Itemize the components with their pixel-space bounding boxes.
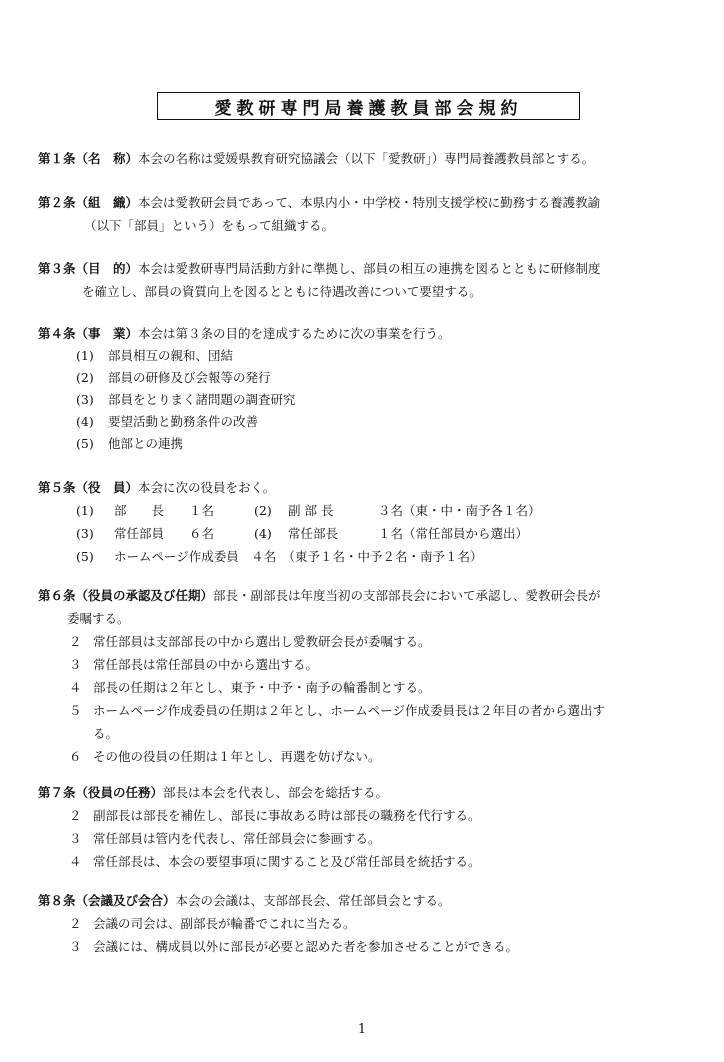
article-2-text: 本会は愛教研会員であって、本県内小・中学校・特別支援学校に勤務する養護教諭: [138, 195, 601, 210]
clause: ２ 副部長は部長を補佐し、部長に事故ある時は部長の職務を代行する。: [69, 808, 481, 823]
article-5-heading: 第５条（役 員）: [38, 480, 139, 495]
article-7: [38, 781, 688, 873]
roles-row: (5) ホームページ作成委員 ４名 （東予１名・中予２名・南予１名）: [76, 549, 483, 564]
article-1-text: 本会の名称は愛媛県教育研究協議会（以下「愛教研」）専門局養護教員部とする。: [138, 151, 595, 166]
clause: ６ その他の役員の任期は１年とし、再選を妨げない。: [69, 749, 381, 764]
clause: ４ 常任部長は、本会の要望事項に関すること及び常任部員を統括する。: [69, 854, 481, 869]
article-5: [38, 476, 688, 568]
list-item: (4) 要望活動と勤務条件の改善: [76, 414, 259, 429]
article-6-text-cont: 委嘱する。: [67, 611, 130, 626]
article-7-heading: 第７条（役員の任務）: [38, 785, 164, 800]
article-1: [38, 147, 688, 170]
article-1-heading: 第１条（名 称）: [38, 151, 139, 166]
article-6: [38, 584, 688, 768]
article-6-text: 部長・副部長は年度当初の支部部長会において承認し、愛教研会長が: [213, 588, 601, 603]
article-5-text: 本会に次の役員をおく。: [138, 480, 276, 495]
article-6-heading: 第６条（役員の承認及び任期）: [38, 588, 214, 603]
clause: ３ 常任部長は常任部員の中から選出する。: [69, 657, 319, 672]
clause: ５ ホームページ作成委員の任期は２年とし、ホームページ作成委員長は２年目の者から選出す: [69, 703, 606, 718]
clause: ２ 会議の司会は、副部長が輪番でこれに当たる。: [69, 916, 356, 931]
clause-cont: る。: [93, 726, 119, 741]
list-item: (3) 部員をとりまく諸問題の調査研究: [76, 392, 296, 407]
article-8-text: 本会の会議は、支部部長会、常任部員会とする。: [175, 893, 451, 908]
document-title: 愛教研専門局養護教員部会規約: [157, 92, 580, 120]
page-number: 1: [357, 1022, 367, 1037]
article-3-heading: 第３条（目 的）: [38, 261, 139, 276]
article-8: [38, 889, 688, 958]
clause: ４ 部長の任期は２年とし、東予・中予・南予の輪番制とする。: [69, 680, 431, 695]
article-4: [38, 322, 688, 455]
article-2-text-cont: （以下「部員」という）をもって組織する。: [84, 218, 335, 233]
clause: ３ 会議には、構成員以外に部長が必要と認めた者を参加させることができる。: [69, 939, 519, 954]
article-2: [38, 191, 688, 237]
article-2-heading: 第２条（組 織）: [38, 195, 139, 210]
article-8-heading: 第８条（会議及び会合）: [38, 893, 176, 908]
article-3-text: 本会は愛教研専門局活動方針に準拠し、部員の相互の連携を図るとともに研修制度: [138, 261, 601, 276]
article-7-text: 部長は本会を代表し、部会を総括する。: [163, 785, 389, 800]
clause: ３ 常任部員は管内を代表し、常任部員会に参画する。: [69, 831, 381, 846]
article-3: [38, 257, 688, 303]
list-item: (5) 他部との連携: [76, 436, 184, 451]
list-item: (1) 部員相互の親和、団結: [76, 348, 234, 363]
article-3-text-cont: を確立し、部員の資質向上を図るとともに待遇改善について要望する。: [82, 284, 482, 299]
article-4-text: 本会は第３条の目的を達成するために次の事業を行う。: [138, 326, 451, 341]
clause: ２ 常任部員は支部部長の中から選出し愛教研会長が委嘱する。: [69, 634, 431, 649]
article-4-heading: 第４条（事 業）: [38, 326, 139, 341]
roles-row: (1) 部 長 １名 (2) 副 部 長 ３名（東・中・南予各１名）: [76, 503, 541, 518]
roles-row: (3) 常任部員 ６名 (4) 常任部長 １名（常任部員から選出）: [76, 526, 529, 541]
list-item: (2) 部員の研修及び会報等の発行: [76, 370, 271, 385]
